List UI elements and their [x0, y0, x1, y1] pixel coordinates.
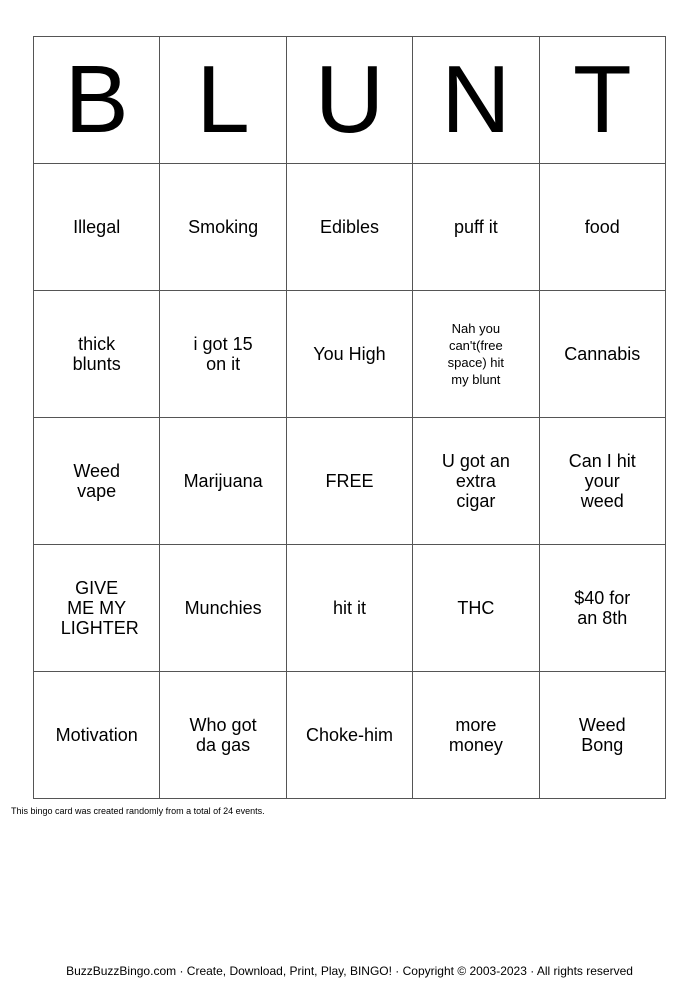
- cell-label: food: [584, 217, 620, 237]
- bingo-cell: [34, 418, 160, 545]
- footer: BuzzBuzzBingo.com · Create, Download, Print, Play, BINGO! · Copyright © 2003-2023 · All rights reserved: [66, 964, 633, 978]
- cell-label: THC: [457, 598, 495, 618]
- cell-label: $40 for an 8th: [574, 588, 631, 628]
- cell-label: Motivation: [55, 725, 138, 745]
- cell-label: Munchies: [184, 598, 262, 618]
- cell-label: Choke-him: [305, 725, 393, 745]
- bingo-cell: [160, 418, 286, 545]
- bingo-cell: [539, 545, 665, 672]
- cell-label: Smoking: [188, 217, 259, 237]
- bingo-cell: [286, 291, 412, 418]
- card-note: This bingo card was created randomly from a total of 24 events.: [11, 806, 265, 816]
- header-letter-u: U: [286, 37, 412, 164]
- bingo-cell: [539, 418, 665, 545]
- header-letter-b: B: [34, 37, 160, 164]
- cell-label: Illegal: [73, 217, 121, 237]
- free-space-cell: [286, 418, 412, 545]
- header-letter-l: L: [160, 37, 286, 164]
- bingo-cell: [160, 545, 286, 672]
- bingo-cell: [34, 672, 160, 799]
- bingo-cell: [539, 164, 665, 291]
- cell-label: thick blunts: [72, 334, 121, 374]
- header-row: [34, 37, 666, 164]
- cell-label: Who got da gas: [189, 715, 257, 755]
- bingo-row-4: [34, 545, 666, 672]
- bingo-row-1: [34, 164, 666, 291]
- bingo-cell: [286, 164, 412, 291]
- bingo-cell: [413, 672, 539, 799]
- cell-label: U got an extra cigar: [441, 451, 510, 511]
- cell-label: Weed Bong: [578, 715, 626, 755]
- cell-label: Marijuana: [183, 471, 263, 491]
- bingo-cell: [34, 164, 160, 291]
- cell-label: You High: [313, 344, 386, 364]
- bingo-cell: [34, 545, 160, 672]
- bingo-cell: [160, 164, 286, 291]
- bingo-cell: [286, 545, 412, 672]
- bingo-cell: [413, 545, 539, 672]
- bingo-row-3: [34, 418, 666, 545]
- bingo-cell: [413, 291, 539, 418]
- cell-label: more money: [448, 715, 503, 755]
- cell-label: FREE: [325, 471, 374, 491]
- bingo-cell: [413, 418, 539, 545]
- cell-label: puff it: [454, 217, 498, 237]
- cell-label: Can I hit your weed: [568, 451, 636, 511]
- header-letter-n: N: [413, 37, 539, 164]
- bingo-cell: [539, 672, 665, 799]
- cell-label: Edibles: [319, 217, 379, 237]
- cell-label: Cannabis: [564, 344, 641, 364]
- bingo-cell: [539, 291, 665, 418]
- cell-label: Nah you can't(free space) hit my blunt: [447, 321, 505, 387]
- cell-label: Weed vape: [73, 461, 121, 501]
- bingo-cell: [160, 291, 286, 418]
- bingo-cell: [160, 672, 286, 799]
- bingo-card: [33, 36, 666, 799]
- cell-label: GIVE ME MY LIGHTER: [60, 578, 139, 638]
- bingo-row-5: [34, 672, 666, 799]
- bingo-cell: [286, 672, 412, 799]
- bingo-cell: [413, 164, 539, 291]
- bingo-row-2: [34, 291, 666, 418]
- cell-label: i got 15 on it: [193, 334, 253, 374]
- bingo-cell: [34, 291, 160, 418]
- header-letter-t: T: [539, 37, 665, 164]
- cell-label: hit it: [332, 598, 366, 618]
